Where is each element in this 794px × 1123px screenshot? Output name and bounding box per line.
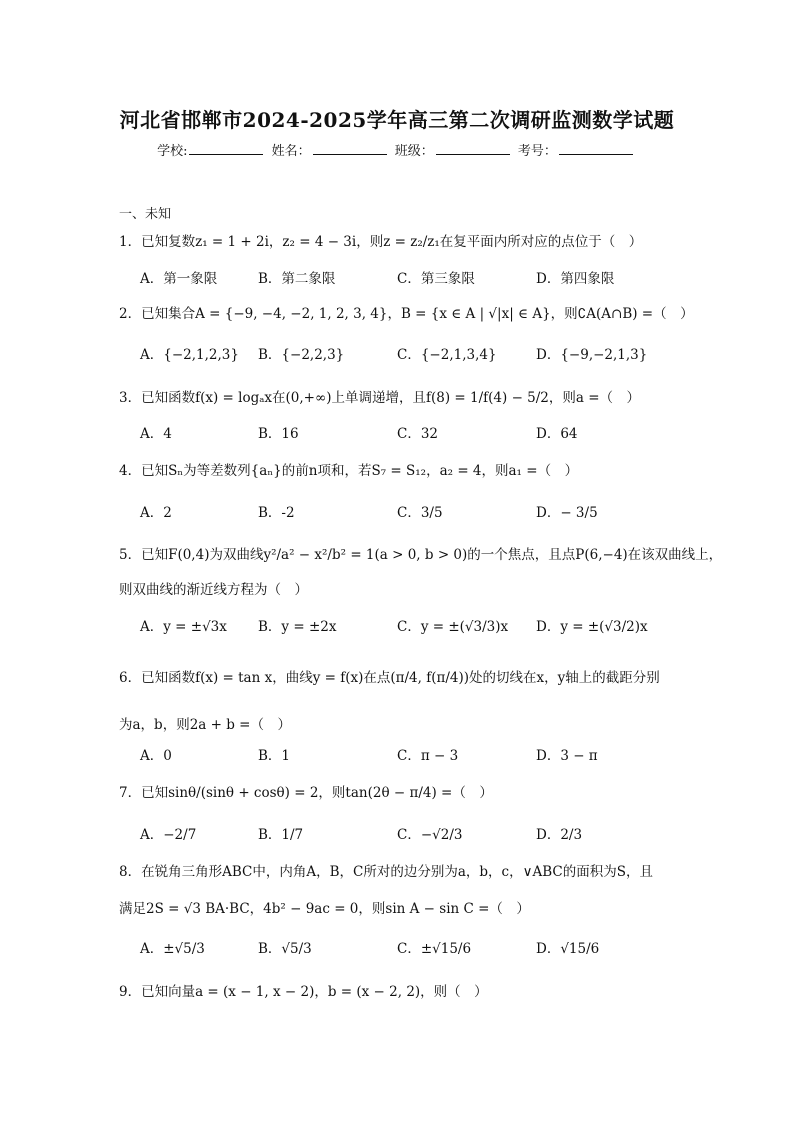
option-d[interactable]: D．2/3	[536, 827, 583, 843]
question-3-options	[140, 423, 720, 445]
student-info-line	[0, 140, 794, 159]
question-7-stem: 7．已知sinθ/(sinθ + cosθ) = 2，则tan(2θ − π/4) =（ ）	[119, 785, 493, 801]
option-a[interactable]: A．−2/7	[140, 827, 197, 843]
question-9-stem: 9．已知向量a = (x − 1, x − 2)，b = (x − 2, 2)，则（ ）	[119, 984, 488, 1000]
question-3-stem: 3．已知函数f(x) = logₐx在(0,+∞)上单调递增，且f(8) = 1/f(4) − 5/2，则a =（ ）	[119, 390, 641, 406]
question-1-options	[140, 268, 720, 290]
option-d[interactable]: D．y = ±(√3/2)x	[536, 619, 648, 635]
question-8-stem: 8．在锐角三角形ABC中，内角A，B，C所对的边分别为a，b，c，∨ABC的面积为S，且	[119, 864, 653, 880]
option-c[interactable]: C．y = ±(√3/3)x	[397, 619, 509, 635]
question-4-stem: 4．已知Sₙ为等差数列{aₙ}的前n项和，若S₇ = S₁₂，a₂ = 4，则a₁ =（ ）	[119, 463, 579, 479]
option-a[interactable]: A．y = ±√3x	[140, 619, 227, 635]
option-a[interactable]: A．第一象限	[140, 271, 218, 287]
option-a[interactable]: A．2	[140, 505, 172, 521]
option-b[interactable]: B．1/7	[258, 827, 304, 843]
option-c[interactable]: C．3/5	[397, 505, 443, 521]
option-d[interactable]: D．第四象限	[536, 271, 615, 287]
question-6-stem-line2: 为a，b，则2a + b =（ ）	[119, 717, 291, 733]
option-a[interactable]: A．{−2,1,2,3}	[140, 347, 239, 363]
option-d[interactable]: D．− 3/5	[536, 505, 598, 521]
question-5-stem: 5．已知F(0,4)为双曲线y²/a² − x²/b² = 1(a > 0, b > 0)的一个焦点，且点P(6,−4)在该双曲线上，	[119, 547, 723, 563]
option-b[interactable]: B．√5/3	[258, 941, 312, 957]
question-2-options	[140, 344, 720, 366]
section-heading: 一、未知	[119, 207, 172, 222]
option-c[interactable]: C．32	[397, 426, 439, 442]
option-b[interactable]: B．1	[258, 748, 291, 764]
question-5-stem-line2: 则双曲线的渐近线方程为（ ）	[119, 582, 308, 598]
school-blank[interactable]	[189, 142, 263, 155]
option-d[interactable]: D．{−9,−2,1,3}	[536, 347, 648, 363]
option-d[interactable]: D．3 − π	[536, 748, 598, 764]
option-a[interactable]: A．±√5/3	[140, 941, 205, 957]
option-c[interactable]: C．π − 3	[397, 748, 459, 764]
option-b[interactable]: B．{−2,2,3}	[258, 347, 345, 363]
option-a[interactable]: A．0	[140, 748, 172, 764]
option-b[interactable]: B．y = ±2x	[258, 619, 337, 635]
question-6-stem: 6．已知函数f(x) = tan x，曲线y = f(x)在点(π/4, f(π/4))处的切线在x，y轴上的截距分别	[119, 670, 660, 686]
option-c[interactable]: C．−√2/3	[397, 827, 463, 843]
question-1-stem: 1．已知复数z₁ = 1 + 2i，z₂ = 4 − 3i，则z = z₂/z₁在复平面内所对应的点位于（ ）	[119, 234, 643, 250]
option-b[interactable]: B．-2	[258, 505, 295, 521]
school-label: 学校:	[157, 144, 188, 159]
question-8-options	[140, 938, 720, 960]
class-label: 班级：	[394, 144, 434, 159]
question-5-options	[140, 616, 720, 638]
question-6-options	[140, 745, 720, 767]
option-c[interactable]: C．{−2,1,3,4}	[397, 347, 497, 363]
class-blank[interactable]	[436, 142, 510, 155]
option-b[interactable]: B．第二象限	[258, 271, 336, 287]
page-title: 河北省邯郸市2024-2025学年高三第二次调研监测数学试题	[119, 108, 675, 132]
option-b[interactable]: B．16	[258, 426, 299, 442]
question-8-stem-line2: 满足2S = √3 BA·BC，4b² − 9ac = 0，则sin A − sin C =（ ）	[119, 901, 530, 917]
question-2-stem: 2．已知集合A = {−9, −4, −2, 1, 2, 3, 4}，B = {x ∈ A | √|x| ∈ A}，则∁A(A∩B) =（ ）	[119, 306, 694, 322]
option-a[interactable]: A．4	[140, 426, 172, 442]
question-7-options	[140, 824, 720, 846]
name-blank[interactable]	[313, 142, 387, 155]
exam-no-blank[interactable]	[559, 142, 633, 155]
exam-no-label: 考号：	[517, 144, 557, 159]
question-4-options	[140, 502, 720, 524]
name-label: 姓名：	[271, 144, 311, 159]
option-d[interactable]: D．64	[536, 426, 578, 442]
option-c[interactable]: C．第三象限	[397, 271, 475, 287]
option-c[interactable]: C．±√15/6	[397, 941, 472, 957]
option-d[interactable]: D．√15/6	[536, 941, 600, 957]
